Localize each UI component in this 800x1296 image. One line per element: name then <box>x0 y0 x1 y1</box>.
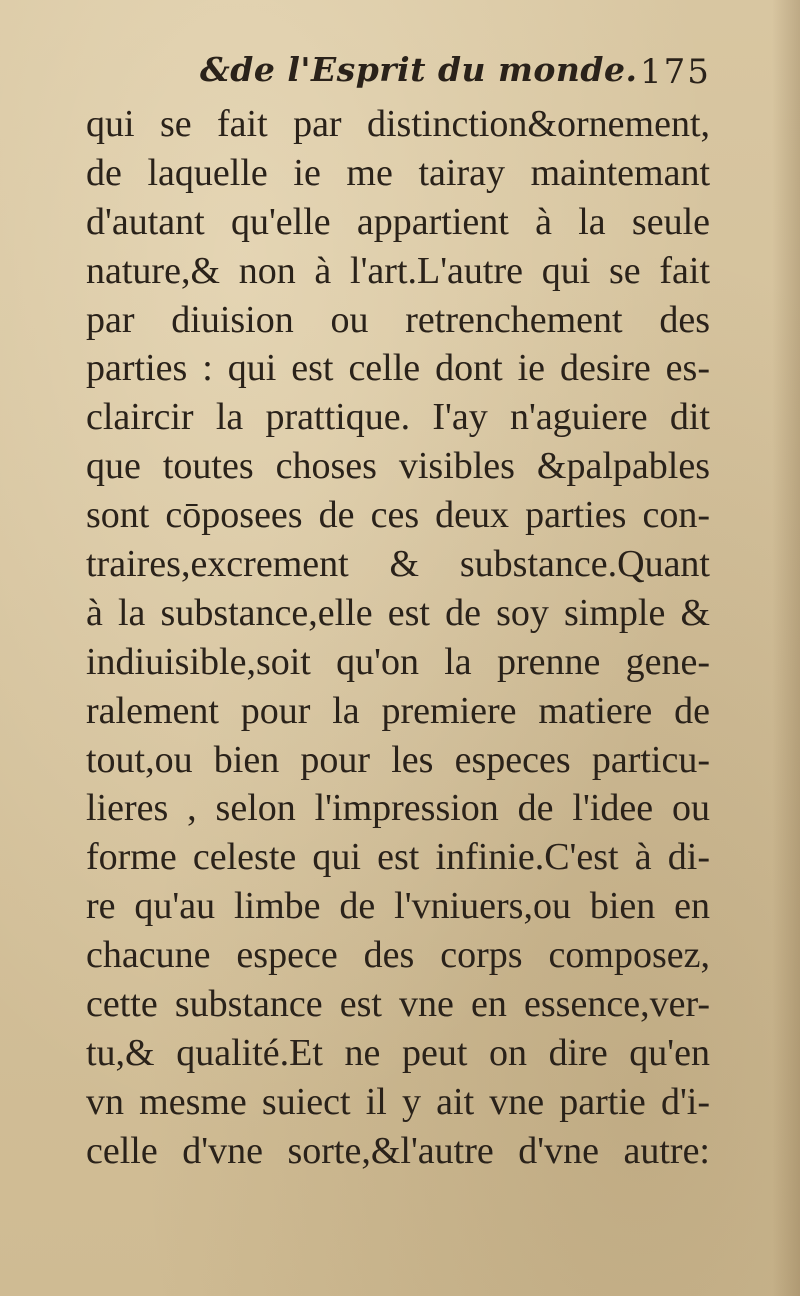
text-line: tu,& qualité.Et ne peut on dire qu'en <box>86 1031 710 1074</box>
text-line: celle d'vne sorte,&l'autre d'vne autre: <box>86 1129 710 1172</box>
text-line: tout,ou bien pour les especes particu- <box>86 738 710 781</box>
text-line: nature,& non à l'art.L'autre qui se fait <box>86 249 710 292</box>
text-line: à la substance,elle est de soy simple & <box>86 591 710 634</box>
body-text <box>86 100 710 1176</box>
text-line: traires,excrement & substance.Quant <box>86 543 710 586</box>
text-line: d'autant qu'elle appartient à la seule <box>86 200 710 243</box>
text-line: de laquelle ie me tairay maintemant <box>86 151 710 194</box>
page-header <box>0 50 800 98</box>
text-line: sont cōposees de ces deux parties con- <box>86 494 710 537</box>
text-line: qui se fait par distinction&ornement, <box>86 103 710 145</box>
text-line: re qu'au limbe de l'vniuers,ou bien en <box>86 885 710 928</box>
text-line: que toutes choses visibles &palpables <box>86 445 710 488</box>
running-head: &de l'Esprit du monde. <box>200 50 638 89</box>
text-line: chacune espece des corps composez, <box>86 934 710 977</box>
page-edge-shadow <box>772 0 800 1296</box>
text-line: forme celeste qui est infinie.C'est à di- <box>86 836 710 879</box>
text-line: lieres , selon l'impression de l'idee ou <box>86 787 710 830</box>
text-line: ralement pour la premiere matiere de <box>86 689 710 732</box>
text-line: claircir la prattique. I'ay n'aguiere dit <box>86 396 710 439</box>
text-line: cette substance est vne en essence,ver- <box>86 983 710 1026</box>
text-line: parties : qui est celle dont ie desire es- <box>86 347 710 390</box>
text-line: vn mesme suiect il y ait vne partie d'i- <box>86 1080 710 1123</box>
text-line: par diuision ou retrenchement des <box>86 298 710 341</box>
text-line: indiuisible,soit qu'on la prenne gene- <box>86 640 710 683</box>
page-number: 175 <box>640 52 711 92</box>
